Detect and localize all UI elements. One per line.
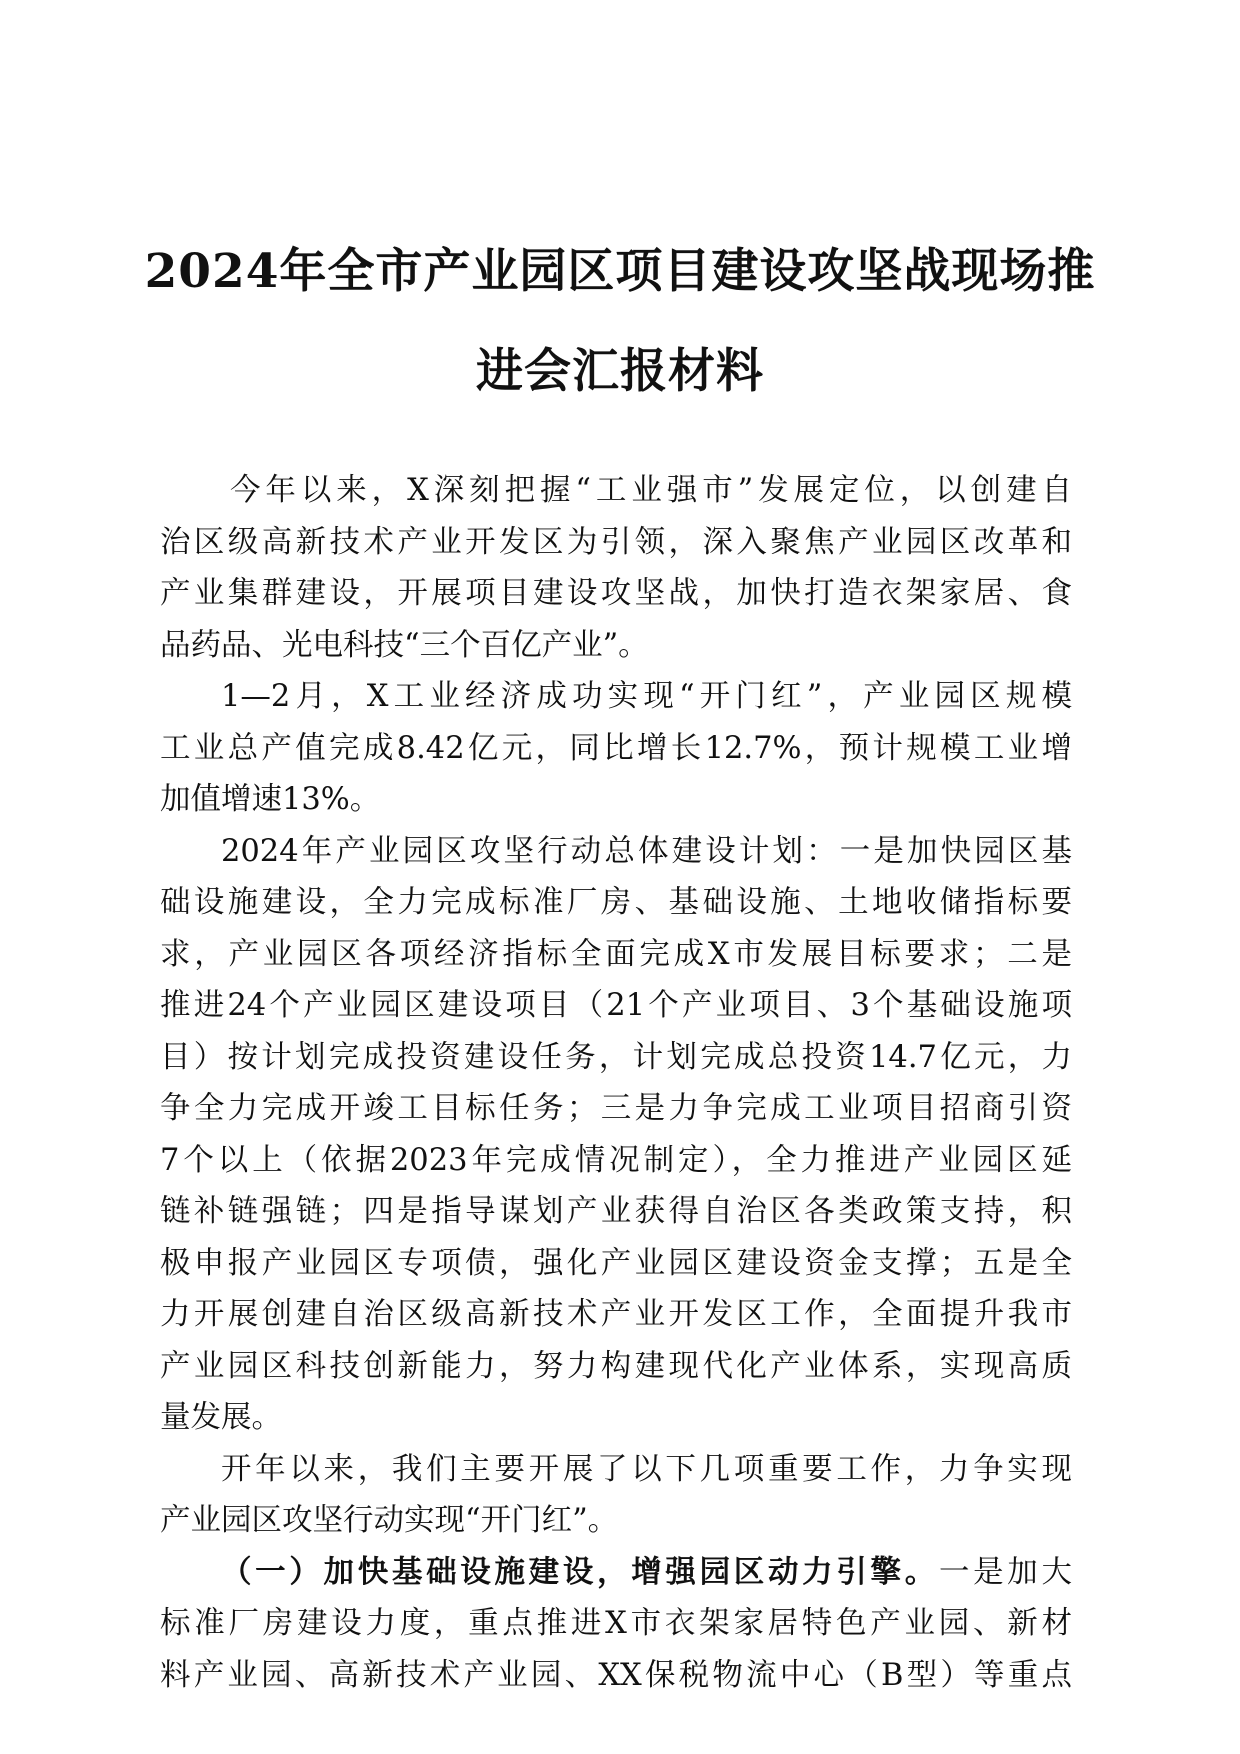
text-line: 推进24个产业园区建设项目（21个产业项目、3个基础设施项: [160, 988, 1072, 1023]
text-line: 料产业园、高新技术产业园、XX保税物流中心（B型）等重点: [160, 1657, 1072, 1693]
paragraph-economy: [160, 671, 1072, 826]
text-line: 链补链强链；四是指导谋划产业获得自治区各类政策支持，积: [160, 1194, 1072, 1229]
text-line: 工业总产值完成8.42亿元，同比增长12.7%，预计规模工业增: [160, 730, 1072, 766]
section-heading: （一）加快基础设施建设，增强园区动力引擎。: [221, 1554, 939, 1590]
text-line: [160, 1547, 1072, 1599]
paragraph-section-one: [160, 1547, 1072, 1702]
text-line: 加值增速13%。: [160, 782, 381, 817]
text-line: 产业集群建设，开展项目建设攻坚战，加快打造衣架家居、食: [160, 576, 1072, 611]
text-line: 求，产业园区各项经济指标全面完成X市发展目标要求；二是: [160, 936, 1072, 972]
paragraph-work: [160, 1444, 1072, 1547]
text-line: 标准厂房建设力度，重点推进X市衣架家居特色产业园、新材: [160, 1606, 1072, 1641]
text-line: 品药品、光电科技“三个百亿产业”。: [160, 627, 649, 663]
text-line: 产业园区攻坚行动实现“开门红”。: [160, 1503, 619, 1538]
text-line: 产业园区科技创新能力，努力构建现代化产业体系，实现高质: [160, 1348, 1072, 1384]
title-line-2: 进会汇报材料: [476, 344, 764, 399]
document-body: [160, 465, 1072, 1701]
text-line: 力开展创建自治区级高新技术产业开发区工作，全面提升我市: [160, 1297, 1072, 1332]
section-heading-rest: 一是加大: [938, 1554, 1072, 1590]
title-line-1: 2024年全市产业园区项目建设攻坚战现场推: [144, 244, 1096, 299]
text-line: 7个以上（依据2023年完成情况制定），全力推进产业园区延: [160, 1142, 1072, 1178]
text-line: 础设施建设，全力完成标准厂房、基础设施、土地收储指标要: [160, 885, 1072, 920]
text-line: 争全力完成开竣工目标任务；三是力争完成工业项目招商引资: [160, 1091, 1072, 1126]
text-line: 今年以来，X深刻把握“工业强市”发展定位，以创建自: [230, 473, 1072, 508]
text-line: 极申报产业园区专项债，强化产业园区建设资金支撑；五是全: [160, 1245, 1072, 1281]
text-line: 1—2月，X工业经济成功实现“开门红”，产业园区规模: [221, 679, 1072, 714]
text-line: 开年以来，我们主要开展了以下几项重要工作，力争实现: [221, 1451, 1072, 1487]
text-line: 量发展。: [160, 1400, 282, 1435]
text-line: 2024年产业园区攻坚行动总体建设计划：一是加快园区基: [221, 833, 1072, 869]
text-line: 治区级高新技术产业开发区为引领，深入聚焦产业园区改革和: [160, 524, 1072, 560]
text-line: 目）按计划完成投资建设任务，计划完成总投资14.7亿元，力: [160, 1039, 1072, 1075]
paragraph-intro: [160, 465, 1072, 671]
document-title: [140, 222, 1100, 422]
paragraph-plan: [160, 826, 1072, 1444]
